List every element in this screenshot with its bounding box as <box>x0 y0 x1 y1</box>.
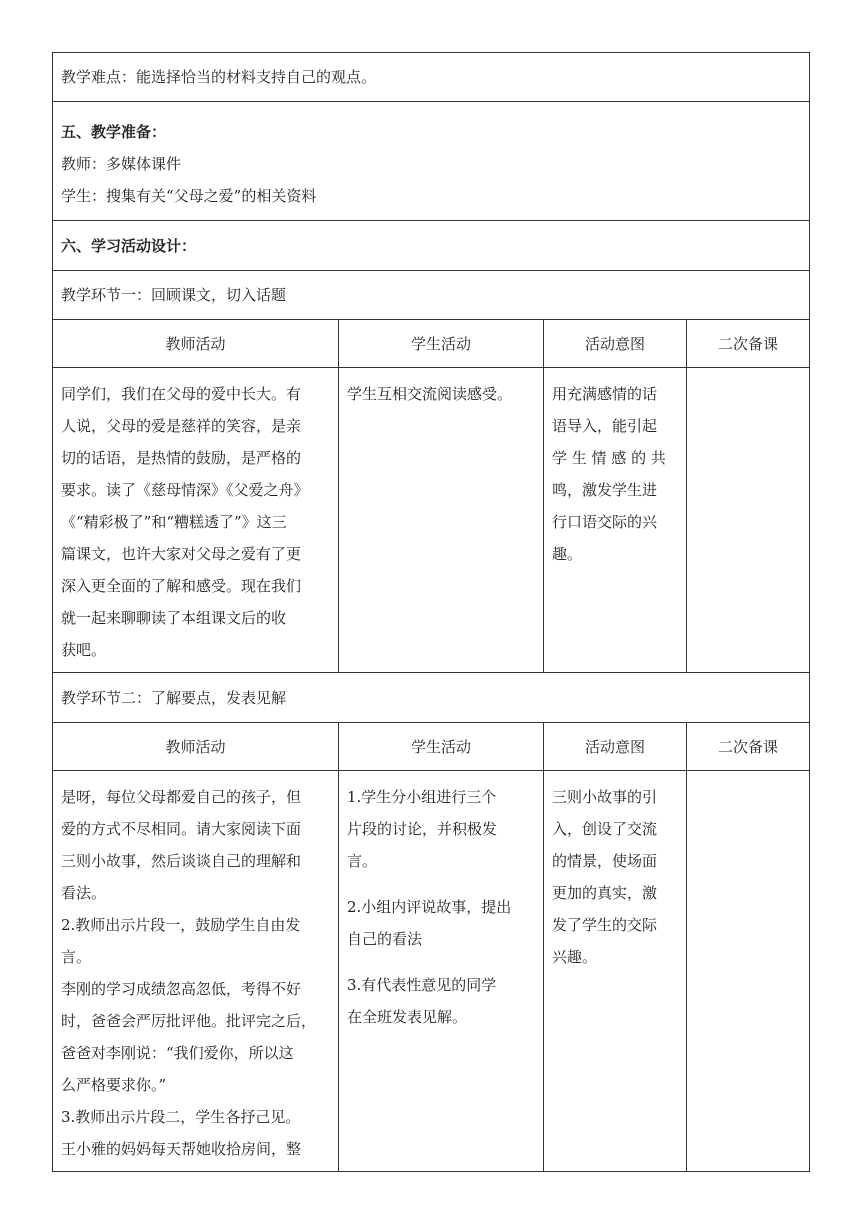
segment2-intent-line: 兴趣。 <box>552 948 598 966</box>
segment2-student-line: 在全班发表见解。 <box>347 1008 468 1026</box>
segment2-intent-cell <box>544 771 687 1172</box>
segment2-teacher-line: 王小雅的妈妈每天帮她收拾房间，整 <box>61 1140 302 1158</box>
segment2-student-line: 2.小组内评说故事，提出 <box>347 898 512 916</box>
segment1-intent-line: 学 生 情 感 的 共 <box>552 449 666 467</box>
segment1-student-cell <box>339 368 544 673</box>
segment2-student-line: 片段的讨论，并积极发 <box>347 820 498 838</box>
segment2-teacher-cell <box>53 771 339 1172</box>
segment2-intent-line: 三则小故事的引 <box>552 788 658 806</box>
segment2-student-line: 1.学生分小组进行三个 <box>347 788 497 806</box>
lesson-plan-table <box>52 52 810 1172</box>
segment1-teacher-line: 要求。读了《慈母情深》《父爱之舟》 <box>61 481 309 499</box>
segment2-revision-cell <box>687 771 810 1172</box>
segment2-student-line: 自己的看法 <box>347 930 423 948</box>
segment1-intent-line: 趣。 <box>552 545 583 563</box>
preparation-cell <box>53 102 810 221</box>
difficulty-text: 教学难点：能选择恰当的材料支持自己的观点。 <box>53 53 810 102</box>
segment1-title-row <box>53 271 810 320</box>
segment1-student-line: 学生互相交流阅读感受。 <box>347 385 513 403</box>
segment1-intent-line: 用充满感情的话 <box>552 385 658 403</box>
segment1-intent-line: 语导入，能引起 <box>552 417 658 435</box>
segment1-intent-cell <box>544 368 687 673</box>
segment2-student-line: 3.有代表性意见的同学 <box>347 976 497 994</box>
segment2-teacher-line: 3.教师出示片段二，学生各抒己见。 <box>61 1108 301 1126</box>
design-heading: 六、学习活动设计： <box>53 221 810 271</box>
segment1-teacher-line: 获吧。 <box>61 641 107 659</box>
segment2-teacher-line: 看法。 <box>61 884 107 902</box>
difficulty-row <box>53 53 810 102</box>
segment1-intent-line: 行口语交际的兴 <box>552 513 658 531</box>
segment1-teacher-line: 人说，父母的爱是慈祥的笑容，是亲 <box>61 417 302 435</box>
segment2-title: 教学环节二：了解要点，发表见解 <box>53 673 810 723</box>
segment1-teacher-line: 深入更全面的了解和感受。现在我们 <box>61 577 302 595</box>
col-teacher-header: 教师活动 <box>53 320 339 368</box>
col-teacher-header: 教师活动 <box>53 723 339 771</box>
segment1-teacher-line: 篇课文，也许大家对父母之爱有了更 <box>61 545 302 563</box>
preparation-row <box>53 102 810 221</box>
segment2-intent-line: 入，创设了交流 <box>552 820 658 838</box>
segment1-teacher-line: 就一起来聊聊读了本组课文后的收 <box>61 609 287 627</box>
design-heading-row <box>53 221 810 271</box>
col-intent-header: 活动意图 <box>544 723 687 771</box>
segment1-content-row <box>53 368 810 673</box>
segment1-teacher-cell <box>53 368 339 673</box>
preparation-student: 学生：搜集有关“父母之爱”的相关资料 <box>61 187 317 205</box>
segment2-teacher-line: 时，爸爸会严厉批评他。批评完之后， <box>61 1012 317 1030</box>
segment1-title: 教学环节一：回顾课文，切入话题 <box>53 271 810 320</box>
segment2-teacher-line: 爸爸对李刚说：“我们爱你，所以这 <box>61 1044 294 1062</box>
segment2-student-line: 言。 <box>347 852 378 870</box>
segment2-intent-line: 发了学生的交际 <box>552 916 658 934</box>
segment2-teacher-line: 李刚的学习成绩忽高忽低，考得不好 <box>61 980 302 998</box>
segment1-revision-cell <box>687 368 810 673</box>
preparation-teacher: 教师：多媒体课件 <box>61 155 182 173</box>
segment2-teacher-line: 是呀，每位父母都爱自己的孩子，但 <box>61 788 302 806</box>
segment2-title-row <box>53 673 810 723</box>
col-student-header: 学生活动 <box>339 723 544 771</box>
col-student-header: 学生活动 <box>339 320 544 368</box>
segment2-intent-line: 的情景，使场面 <box>552 852 658 870</box>
segment2-content-row <box>53 771 810 1172</box>
segment1-header-row <box>53 320 810 368</box>
lesson-plan-page <box>52 52 809 1172</box>
segment1-intent-line: 鸣，激发学生进 <box>552 481 658 499</box>
segment2-teacher-line: 2.教师出示片段一，鼓励学生自由发 <box>61 916 301 934</box>
segment2-teacher-line: 三则小故事，然后谈谈自己的理解和 <box>61 852 302 870</box>
col-intent-header: 活动意图 <box>544 320 687 368</box>
segment2-teacher-line: 么严格要求你。” <box>61 1076 167 1094</box>
col-revision-header: 二次备课 <box>687 320 810 368</box>
segment1-teacher-line: 《“精彩极了”和“糟糕透了”》这三 <box>61 513 287 531</box>
preparation-heading: 五、教学准备： <box>61 123 167 141</box>
segment2-student-cell <box>339 771 544 1172</box>
segment2-teacher-line: 言。 <box>61 948 92 966</box>
segment1-teacher-line: 同学们，我们在父母的爱中长大。有 <box>61 385 302 403</box>
segment2-intent-line: 更加的真实，激 <box>552 884 658 902</box>
segment1-teacher-line: 切的话语，是热情的鼓励，是严格的 <box>61 449 302 467</box>
col-revision-header: 二次备课 <box>687 723 810 771</box>
segment2-header-row <box>53 723 810 771</box>
segment2-teacher-line: 爱的方式不尽相同。请大家阅读下面 <box>61 820 302 838</box>
